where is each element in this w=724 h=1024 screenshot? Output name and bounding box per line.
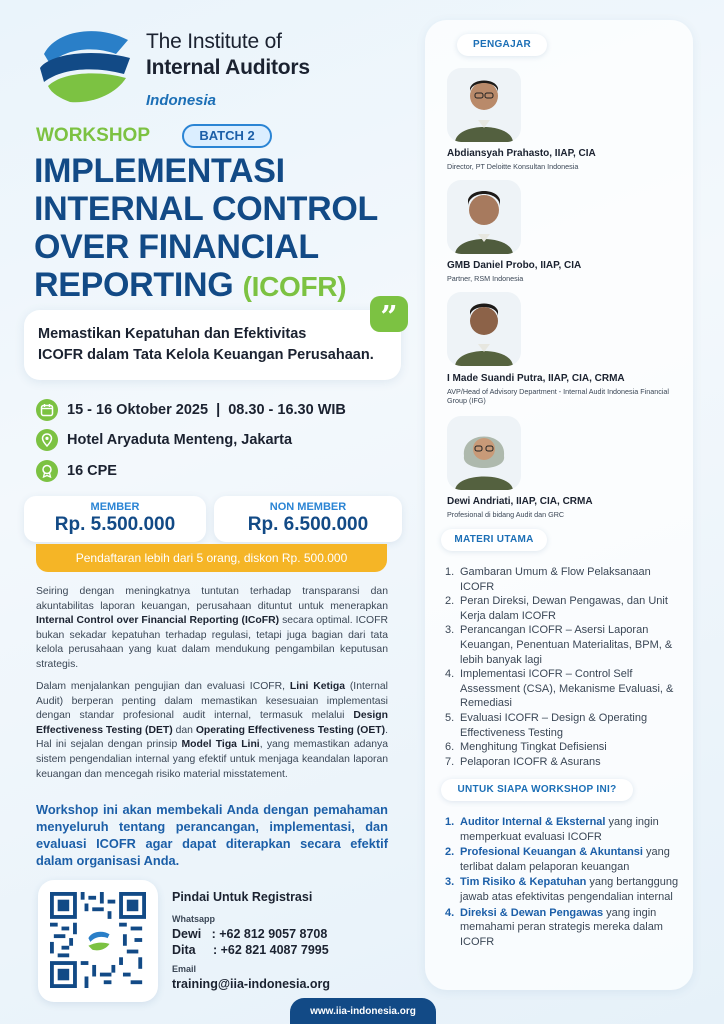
p1-bold-icofr: Internal Control over Financial Reporting (ICoFR)	[36, 615, 280, 627]
speaker-name-1: Abdiansyah Prahasto, IIAP, CIA	[447, 148, 596, 159]
materi-item: 6. Menghitung Tingkat Defisiensi	[445, 741, 607, 754]
venue-row	[36, 428, 292, 452]
calendar-icon	[36, 399, 58, 421]
speaker-role-1: Director, PT Deloitte Konsultan Indonesia	[447, 162, 579, 171]
speaker-photo-3	[447, 292, 521, 366]
audience-bold-3: Tim Risiko & Kepatuhan	[460, 876, 587, 889]
audience-rest-3: yang bertanggung jawab atas efektivitas pengendalian internal	[460, 876, 679, 903]
p2-bold-lini: Lini Ketiga	[289, 681, 345, 692]
p2-text-c: (Internal Audit) berperan penting dalam memastikan kesesuaian implementasi dengan standar profesional audit internal, termasuk melalui	[36, 681, 388, 722]
location-icon	[36, 429, 58, 451]
p1-text-c: secara optimal. ICOFR bukan sekadar kepatuhan terhadap regulasi, tetapi juga bagian dari tata kelola perusahaan yang kuat dalam mendukung pengambilan keputusan strategis.	[36, 615, 388, 670]
sidebar-panel	[425, 20, 693, 990]
org-name-line2: Internal Auditors	[146, 56, 310, 79]
contact-dewi[interactable]: Dewi : +62 812 9057 8708	[172, 927, 328, 941]
speakers-label: PENGAJAR	[457, 34, 547, 56]
materi-item: 3. Perancangan ICOFR – Asersi Laporan Keuangan, Penentuan Materialitas, BPM, & lebih banyak lagi	[445, 624, 673, 666]
audience-list	[445, 815, 685, 950]
p2-bold-model: Model Tiga Lini	[181, 739, 260, 751]
workshop-label: WORKSHOP	[36, 125, 150, 146]
website-link[interactable]: www.iia-indonesia.org	[290, 998, 436, 1024]
page-title	[34, 152, 414, 306]
qr-card[interactable]	[38, 880, 158, 1002]
speaker-role-3: AVP/Head of Advisory Department - Internal Audit Indonesia Financial Group (IFG)	[447, 387, 669, 405]
speaker-photo-1	[447, 68, 521, 142]
audience-rest-2: yang terlibat dalam pelaporan keuangan	[460, 846, 670, 873]
member-label: MEMBER	[90, 501, 140, 513]
title-line3: OVER FINANCIAL	[34, 228, 319, 266]
role-paragraph	[36, 680, 388, 782]
intro-paragraph	[36, 585, 388, 673]
materi-text-1: Gambaran Umum & Flow Pelaksanaan ICOFR	[460, 566, 651, 593]
title-line4-text: REPORTING	[34, 266, 234, 304]
quote-icon: ”	[370, 296, 408, 332]
materi-item: 7. Pelaporan ICOFR & Asurans	[445, 755, 601, 768]
audience-item: 1. Auditor Internal & Eksternal yang ingin memperkuat evaluasi ICOFR	[445, 816, 659, 843]
speaker-name-4: Dewi Andriati, IIAP, CIA, CRMA	[447, 496, 593, 507]
audience-rest-4: yang ingin memahami peran strategis mereka dalam ICOFR	[460, 906, 663, 948]
materi-label: MATERI UTAMA	[441, 529, 547, 551]
cta-paragraph: Workshop ini akan membekali Anda dengan pemahaman menyeluruh tentang perancangan, implementasi, dan evaluasi ICOFR agar dapat diterapkan secara efektif dalam organisasi Anda.	[36, 802, 388, 868]
registration-title: Pindai Untuk Registrasi	[172, 890, 313, 904]
audience-bold-2: Profesional Keuangan & Akuntansi	[460, 846, 643, 859]
p2-bold-oet: Operating Effectiveness Testing (OET)	[195, 724, 386, 736]
email-link[interactable]: training@iia-indonesia.org	[172, 977, 331, 991]
discount-banner: Pendaftaran lebih dari 5 orang, diskon Rp. 500.000	[36, 544, 387, 572]
audience-item: 4. Direksi & Dewan Pengawas yang ingin memahami peran strategis mereka dalam ICOFR	[445, 906, 663, 948]
materi-text-4: Implementasi ICOFR – Control Self Assessment (CSA), Mekanisme Evaluasi, & Remediasi	[460, 668, 674, 710]
cpe-row	[36, 459, 117, 483]
materi-item: 4. Implementasi ICOFR – Control Self Assessment (CSA), Mekanisme Evaluasi, & Remediasi	[445, 668, 674, 710]
p2-text-a: Dalam menjalankan pengujian dan evaluasi ICOFR,	[36, 681, 290, 692]
tagline-card	[24, 310, 401, 380]
p2-text-e: dan	[172, 724, 196, 736]
org-name-line1: The Institute of	[146, 30, 282, 53]
member-price-card	[24, 496, 206, 542]
speaker-role-2: Partner, RSM Indonesia	[447, 274, 524, 283]
title-line2: INTERNAL CONTROL	[34, 190, 378, 228]
materi-text-7: Pelaporan ICOFR & Asurans	[460, 755, 601, 768]
badge-icon	[36, 460, 58, 482]
speaker-name-3: I Made Suandi Putra, IIAP, CIA, CRMA	[447, 373, 625, 384]
speaker-photo-2	[447, 180, 521, 254]
materi-item: 1. Gambaran Umum & Flow Pelaksanaan ICOFR	[445, 566, 651, 593]
batch-badge: BATCH 2	[182, 124, 272, 148]
nonmember-price: Rp. 6.500.000	[247, 514, 369, 535]
tagline-text	[38, 324, 374, 366]
title-abbr: (ICOFR)	[242, 271, 347, 302]
tagline-line2: ICOFR dalam Tata Kelola Keuangan Perusahaan.	[38, 347, 374, 363]
audience-item: 2. Profesional Keuangan & Akuntansi yang terlibat dalam pelaporan keuangan	[445, 846, 670, 873]
date-text: 15 - 16 Oktober 2025 | 08.30 - 16.30 WIB	[67, 402, 346, 418]
email-label: Email	[172, 964, 197, 974]
audience-bold-4: Direksi & Dewan Pengawas	[460, 906, 604, 919]
p2-text-g: . Hal ini sejalan dengan prinsip	[36, 724, 388, 751]
iia-logo-icon	[36, 24, 136, 106]
title-line1: IMPLEMENTASI	[34, 152, 285, 190]
venue-text: Hotel Aryaduta Menteng, Jakarta	[67, 432, 293, 448]
materi-list	[445, 565, 685, 769]
contact-dita[interactable]: Dita : +62 821 4087 7995	[172, 943, 329, 957]
audience-bold-1: Auditor Internal & Eksternal	[460, 816, 606, 828]
nonmember-label: NON MEMBER	[269, 501, 347, 513]
materi-item: 2. Peran Direksi, Dewan Pengawas, dan Unit Kerja dalam ICOFR	[445, 595, 668, 622]
materi-text-3: Perancangan ICOFR – Asersi Laporan Keuangan, Penentuan Materialitas, BPM, & lebih banyak lagi	[460, 624, 673, 666]
cpe-text: 16 CPE	[67, 463, 117, 479]
p2-text-i: , yang memastikan adanya sistem pengendalian internal yang efektif untuk menjaga keandalan laporan keuangan dan mencegah risiko material misstatement.	[36, 739, 388, 780]
date-row	[36, 398, 346, 422]
title-line4	[34, 266, 414, 306]
speaker-role-4: Profesional di bidang Audit dan GRC	[447, 510, 565, 519]
whatsapp-label: Whatsapp	[172, 914, 216, 924]
nonmember-price-card	[214, 496, 402, 542]
member-price: Rp. 5.500.000	[54, 514, 176, 535]
speaker-name-2: GMB Daniel Probo, IIAP, CIA	[447, 260, 582, 271]
speaker-photo-4	[447, 416, 521, 490]
tagline-line1: Memastikan Kepatuhan dan Efektivitas	[38, 326, 307, 342]
audience-label: UNTUK SIAPA WORKSHOP INI?	[441, 779, 633, 801]
audience-rest-1: yang ingin memperkuat evaluasi ICOFR	[460, 816, 659, 843]
audience-item: 3. Tim Risiko & Kepatuhan yang bertanggung jawab atas efektivitas pengendalian internal	[445, 876, 679, 903]
materi-item: 5. Evaluasi ICOFR – Design & Operating Effectiveness Testing	[445, 711, 648, 739]
materi-text-6: Menghitung Tingkat Defisiensi	[460, 741, 607, 754]
p1-text-a: Seiring dengan meningkatnya tuntutan terhadap transparansi dan akuntabilitas laporan keuangan, perusahaan dituntut untuk menerapkan	[36, 586, 388, 612]
org-country: Indonesia	[146, 92, 217, 109]
materi-text-5: Evaluasi ICOFR – Design & Operating Effectiveness Testing	[460, 711, 648, 739]
p2-bold-det: Design Effectiveness Testing (DET)	[36, 710, 388, 736]
qr-code[interactable]	[50, 892, 146, 988]
materi-text-2: Peran Direksi, Dewan Pengawas, dan Unit Kerja dalam ICOFR	[460, 595, 668, 622]
